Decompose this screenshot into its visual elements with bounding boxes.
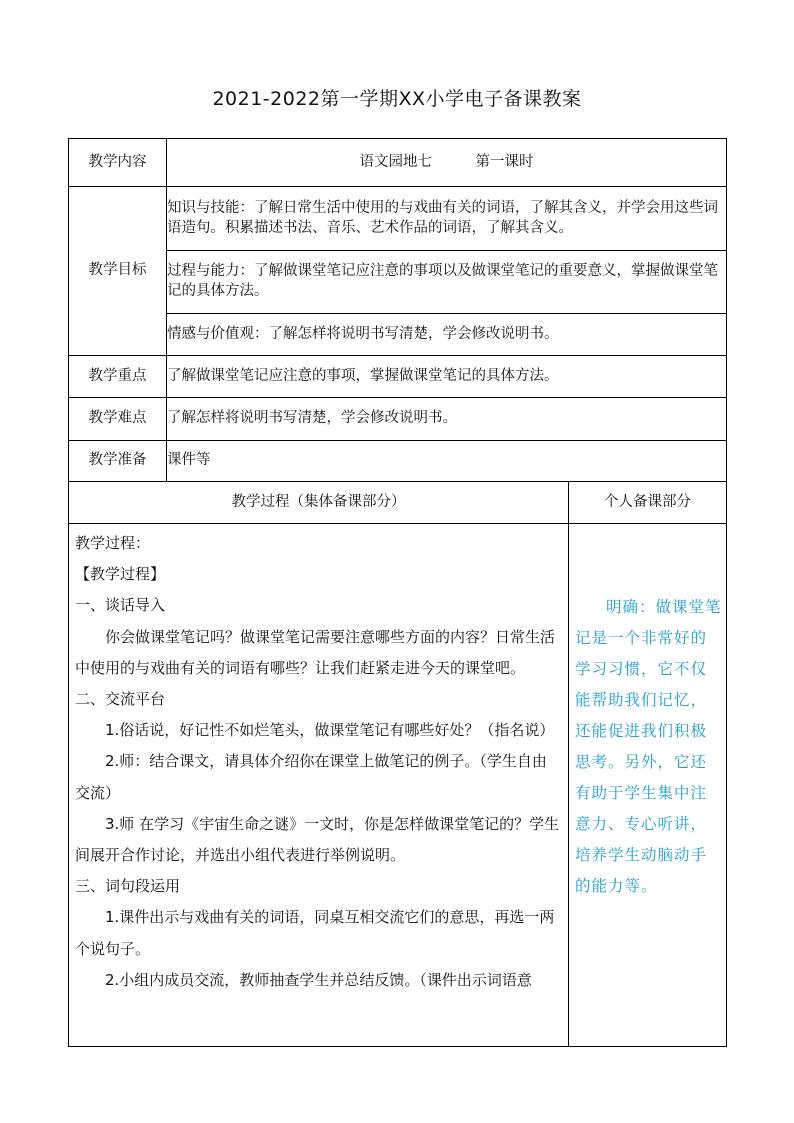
content-row (69, 139, 727, 187)
difficulties-label: 教学难点 (69, 398, 167, 441)
key-points-label: 教学重点 (69, 356, 167, 398)
part3-item-1: 1.课件出示与戏曲有关的词语，同桌互相交流它们的意思，再选一两个说句子。 (75, 908, 555, 958)
part2-item-2: 2.师：结合课文，请具体介绍你在课堂上做笔记的例子。（学生自由交流） (75, 752, 547, 802)
personal-cell (569, 524, 727, 1047)
part2-title: 二、交流平台 (75, 690, 166, 709)
part3-item-2: 2.小组内成员交流，教师抽查学生并总结反馈。（课件出示词语意 (105, 970, 532, 989)
objective-knowledge-row (69, 187, 727, 251)
content-value: 语文园地七 第一课时 (167, 139, 727, 187)
lesson-plan-table (68, 138, 727, 1047)
part2-item-3: 3.师 在学习《宇宙生命之谜》一文时，你是怎样做课堂笔记的？学生间展开合作讨论，并选出小组代表进行举例说明。 (75, 814, 560, 865)
process-intro: 教学过程： (75, 534, 151, 552)
process-header: 教学过程（集体备课部分） (69, 482, 569, 524)
key-points-row (69, 356, 727, 398)
objective-process-row (69, 251, 727, 314)
part1-title: 一、谈话导入 (75, 596, 166, 615)
process-body-row (69, 524, 727, 1047)
preparation-label: 教学准备 (69, 441, 167, 482)
objective-process: 过程与能力：了解做课堂笔记应注意的事项以及做课堂笔记的重要意义，掌握做课堂笔记的具体方法。 (167, 251, 727, 314)
difficulties-row (69, 398, 727, 441)
section-header-row (69, 482, 727, 524)
preparation-value: 课件等 (167, 441, 727, 482)
process-cell (69, 524, 569, 1047)
personal-header: 个人备课部分 (569, 482, 727, 524)
part1-text: 你会做课堂笔记吗？做课堂笔记需要注意哪些方面的内容？日常生活中使用的与戏曲有关的词语有哪些？让我们赶紧走进今天的课堂吧。 (75, 627, 556, 677)
document-title: 2021-2022第一学期XX小学电子备课教案 (212, 88, 582, 110)
content-label: 教学内容 (69, 139, 167, 187)
difficulties-value: 了解怎样将说明书写清楚，学会修改说明书。 (167, 398, 727, 441)
personal-note-block (569, 524, 726, 902)
process-section-title: 【教学过程】 (75, 565, 166, 584)
part2-item-1: 1.俗话说，好记性不如烂笔头，做课堂笔记有哪些好处？（指名说） (105, 721, 555, 740)
objectives-label: 教学目标 (69, 187, 167, 356)
objective-knowledge: 知识与技能：了解日常生活中使用的与戏曲有关的词语，了解其含义，并学会用这些词语造句。积累描述书法、音乐、艺术作品的词语，了解其含义。 (167, 187, 727, 251)
objective-emotion: 情感与价值观：了解怎样将说明书写清楚，学会修改说明书。 (167, 314, 727, 356)
part3-title: 三、词句段运用 (75, 877, 181, 896)
preparation-row (69, 441, 727, 482)
personal-note: 明确：做课堂笔记是一个非常好的学习习惯，它不仅能帮助我们记忆，还能促进我们积极思考。另外，它还有助于学生集中注意力、专心听讲，培养学生动脑动手的能力等。 (575, 598, 722, 895)
process-text (69, 524, 568, 1046)
objective-emotion-row (69, 314, 727, 356)
key-points-value: 了解做课堂笔记应注意的事项，掌握做课堂笔记的具体方法。 (167, 356, 727, 398)
